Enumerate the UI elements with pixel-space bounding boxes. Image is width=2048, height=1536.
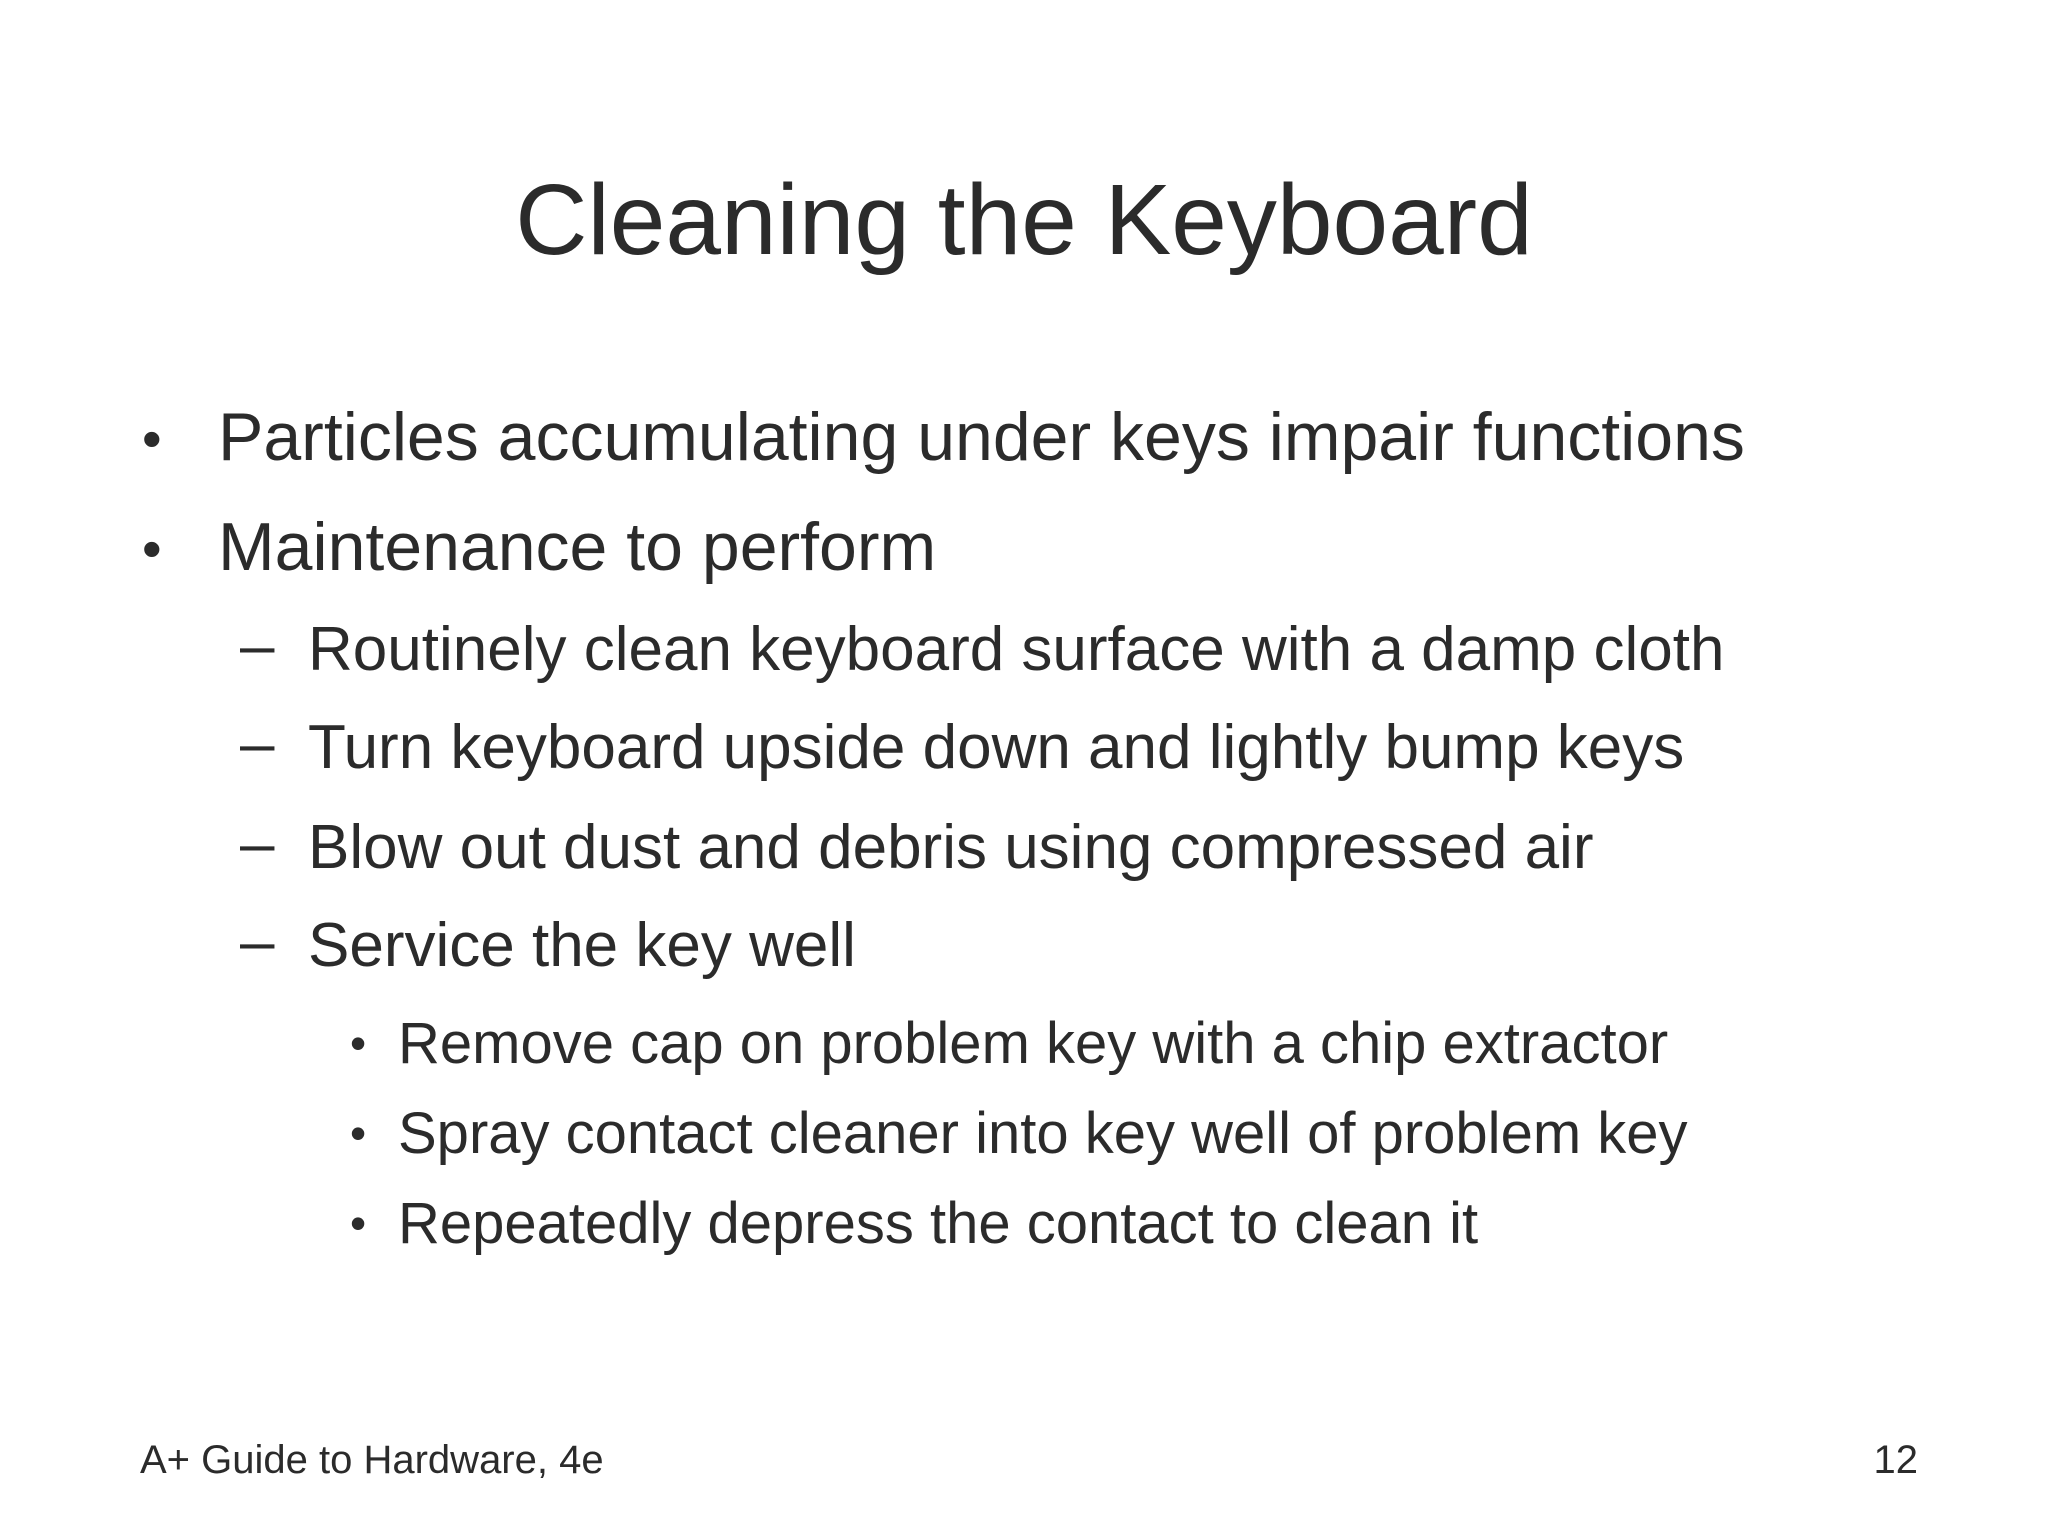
dash-marker: – (240, 709, 275, 778)
sub-bullet-text: Blow out dust and debris using compressed air (308, 813, 1594, 882)
sub-sub-bullet-text: Repeatedly depress the contact to clean it (398, 1191, 1479, 1256)
dash-marker: – (240, 611, 275, 680)
bullet-text: Particles accumulating under keys impair functions (218, 399, 1745, 475)
footer-page-number: 12 (1873, 1438, 1918, 1482)
bullet-marker: • (350, 1017, 367, 1069)
footer-book-title: A+ Guide to Hardware, 4e (140, 1438, 604, 1482)
sub-bullet-text: Turn keyboard upside down and lightly bump keys (308, 713, 1685, 782)
bullet-text: Maintenance to perform (218, 509, 937, 585)
sub-sub-bullet-text: Remove cap on problem key with a chip extractor (398, 1011, 1669, 1076)
dash-marker: – (240, 809, 275, 878)
bullet-marker: • (142, 517, 162, 580)
dash-marker: – (240, 907, 275, 976)
bullet-marker: • (350, 1107, 367, 1159)
sub-bullet-text: Service the key well (308, 911, 856, 980)
bullet-marker: • (142, 407, 162, 470)
bullet-marker: • (350, 1197, 367, 1249)
slide-title: Cleaning the Keyboard (515, 164, 1533, 276)
sub-sub-bullet-text: Spray contact cleaner into key well of problem key (398, 1101, 1688, 1166)
sub-bullet-text: Routinely clean keyboard surface with a damp cloth (308, 615, 1725, 684)
